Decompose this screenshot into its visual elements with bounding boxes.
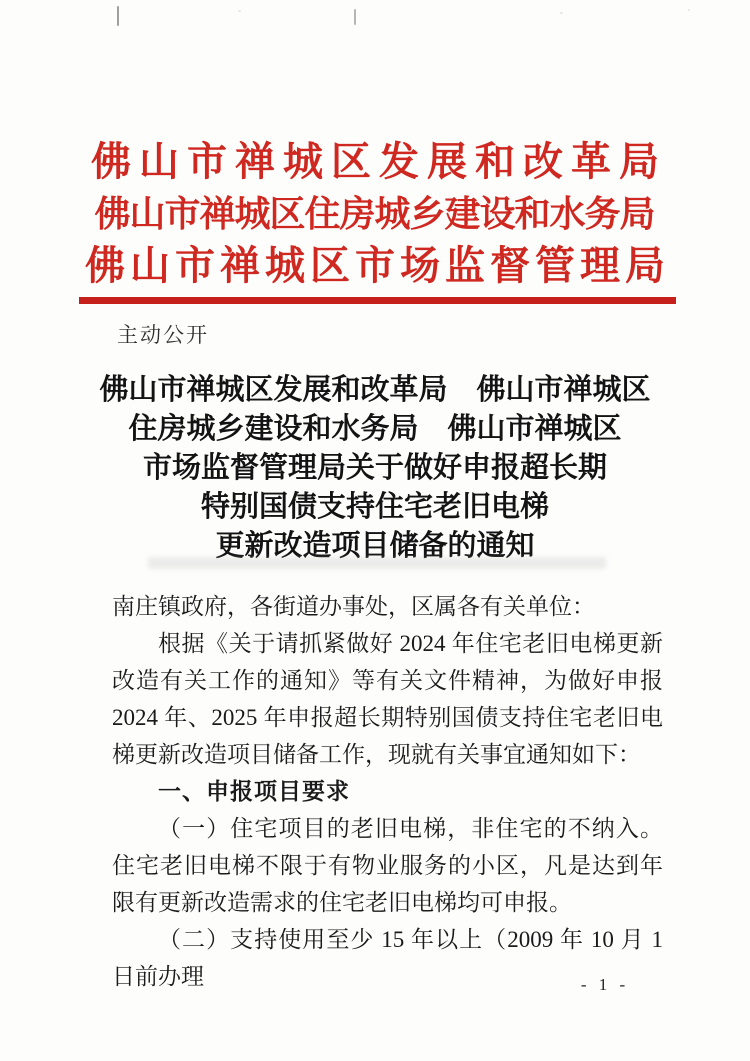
agency-name-line: 佛山市禅城区发展和改革局 [91,139,667,184]
scan-speck [688,9,690,11]
scan-mark [354,9,356,25]
scan-mark [117,6,119,26]
agency-letterhead [0,136,750,292]
title-line: 特别国债支持住宅老旧电梯 [200,491,549,523]
title-line: 市场监督管理局关于做好申报超长期 [142,452,607,484]
item-paragraph: （二）支持使用至少 15 年以上（2009 年 10 月 1 日前办理 [112,927,663,989]
disclosure-label: 主动公开 [117,324,209,347]
item-paragraph: （一）住宅项目的老旧电梯，非住宅的不纳入。住宅老旧电梯不限于有物业服务的小区，凡是达到年限有更新改造需求的住宅老旧电梯均可申报。 [112,816,663,915]
scan-speck [560,12,563,14]
salutation-line: 南庄镇政府，各街道办事处，区属各有关单位： [112,594,595,619]
red-divider-rule [79,297,676,304]
agency-name-line: 佛山市禅城区住房城乡建设和水务局 [94,194,655,234]
document-body [112,588,663,995]
bleed-through-artifact [148,557,606,569]
intro-paragraph: 根据《关于请抓紧做好 2024 年住宅老旧电梯更新改造有关工作的通知》等有关文件精神，为做好申报 2024 年、2025 年申报超长期特别国债支持住宅老旧电梯更新改造项目储备工作，现就有关事宜通知如下： [112,631,663,767]
title-line: 佛山市禅城区发展和改革局 佛山市禅城区 [99,374,651,406]
title-line: 更新改造项目储备的通知 [215,530,535,562]
title-line: 住房城乡建设和水务局 佛山市禅城区 [128,413,622,445]
page-number: - 1 - [580,975,630,994]
scan-speck [238,10,241,12]
agency-name-line: 佛山市禅城区市场监督管理局 [85,243,670,288]
section-heading: 一、申报项目要求 [158,778,350,804]
document-title [0,371,750,566]
